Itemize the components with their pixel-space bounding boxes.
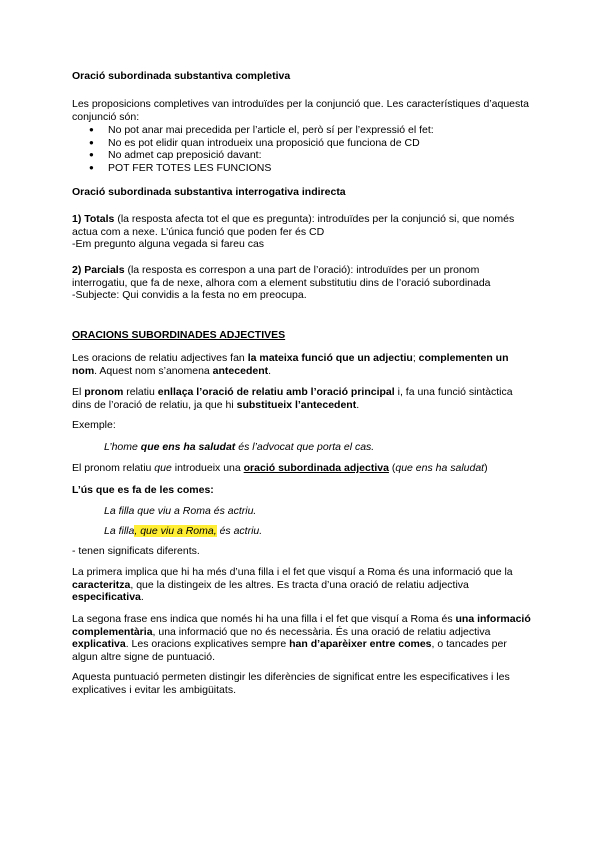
section-title-interrogativa: Oració subordinada substantiva interrogativa indirecta [72, 186, 346, 198]
bold-run: enllaça l’oració de relatiu amb l’oració principal [157, 386, 395, 398]
text-run: ) [484, 462, 488, 474]
totals-paragraph [72, 213, 532, 251]
text-run: Les oracions de relatiu adjectives fan [72, 352, 248, 364]
text-run: La segona frase ens indica que només hi ha una filla i el fet que visquí a Roma és [72, 613, 456, 625]
completiva-bullet-list [72, 124, 532, 174]
text-run: El pronom relatiu [72, 462, 155, 474]
text-run: . [268, 364, 272, 377]
bold-run: especificativa [72, 591, 141, 603]
text-run: , o tancades per algun altre signe de puntuació. [72, 638, 507, 663]
text-run: . [356, 398, 360, 411]
text-run: introdueix una [171, 462, 244, 474]
section-title-completiva: Oració subordinada substantiva completiva [72, 70, 291, 82]
text-run: . Aquest nom s’anomena [94, 364, 213, 377]
example-sentence-2 [104, 525, 534, 538]
bold-run: complementen un nom [72, 352, 509, 377]
parcials-text: (la resposta es correspon a una part de l’oració): introduïdes per un pronom interrogatiu, que fa de nexe, alhora com a element substitutiu dins de l’oració subordinada [72, 264, 491, 289]
example-sentence [104, 441, 534, 454]
text-run: El [72, 386, 85, 398]
us-comes-title: L’ús que es fa de les comes: [72, 484, 214, 496]
totals-label: 1) Totals [72, 213, 115, 225]
text-run: La filla [104, 525, 135, 537]
adjectives-paragraph-1 [72, 352, 532, 377]
text-run: . [140, 591, 144, 603]
bold-underlined-run: oració subordinada adjectiva [243, 462, 389, 474]
bold-run: que ens ha saludat [140, 441, 236, 453]
highlighted-run: , que viu a Roma, [134, 525, 217, 537]
text-run: , una informació que no és necessària. És una oració de relatiu adjectiva [152, 625, 491, 638]
adjectives-paragraph-5 [72, 613, 532, 663]
parcials-example: -Subjecte: Qui convidis a la festa no em preocupa. [72, 289, 307, 301]
note-line: - tenen significats diferents. [72, 545, 200, 557]
list-item: ● No admet cap preposició davant: [72, 149, 532, 162]
bold-run: pronom [84, 386, 124, 398]
list-item: ● POT FER TOTES LES FUNCIONS [72, 162, 532, 175]
bold-run: explicativa [72, 638, 126, 650]
section-title-adjectives: ORACIONS SUBORDINADES ADJECTIVES [72, 329, 286, 341]
text-run: La primera implica que hi ha més d’una filla i el fet que visquí a Roma és una informació que la [72, 566, 513, 578]
totals-example: -Em pregunto alguna vegada si fareu cas [72, 238, 265, 250]
text-run: L’home [104, 441, 141, 453]
list-item: ● No pot anar mai precedida per l’article el, però sí per l’expressió el fet: [72, 124, 532, 137]
completiva-intro: Les proposicions completives van introduïdes per la conjunció que. Les característiques d’aquesta conjunció són: [72, 98, 530, 123]
adjectives-paragraph-6: Aquesta puntuació permeten distingir les diferències de significat entre les especificatives i les explicatives i evitar les ambigüitats. [72, 671, 510, 696]
bold-run: caracteritza [72, 578, 131, 591]
italic-run: que ens ha saludat [395, 462, 485, 474]
bold-run: antecedent [212, 364, 269, 377]
bold-run: una informació complementària [72, 613, 531, 638]
totals-text: (la resposta afecta tot el que es pregunta): introduïdes per la conjunció si, que només actua com a nexe. L’única funció que poden fer és CD [72, 213, 515, 238]
adjectives-paragraph-3 [72, 462, 532, 475]
exemple-label: Exemple: [72, 419, 116, 431]
text-run: ( [388, 462, 396, 474]
adjectives-paragraph-4 [72, 566, 532, 604]
parcials-label: 2) Parcials [72, 264, 125, 276]
adjectives-paragraph-2 [72, 386, 532, 411]
text-run: és actriu. [216, 525, 263, 537]
bold-run: la mateixa funció que un adjectiu [247, 352, 413, 364]
text-run: , que la distingeix de les altres. Es tracta d’una oració de relatiu adjectiva [130, 578, 469, 591]
list-item: ● No es pot elidir quan introdueix una proposició que funciona de CD [72, 137, 532, 150]
bold-run: han d’aparèixer entre comes [289, 638, 432, 650]
text-run: i, fa una funció sintàctica dins de l’oració de relatiu, ja que hi [72, 386, 513, 411]
italic-run: que [154, 462, 172, 474]
example-sentence-1: La filla que viu a Roma és actriu. [104, 505, 257, 517]
bold-run: substitueix l’antecedent [236, 398, 357, 411]
text-run: . Les oracions explicatives sempre [125, 638, 290, 650]
text-run: ; [412, 352, 419, 364]
text-run: relatiu [123, 386, 158, 398]
text-run: és l’advocat que porta el cas. [235, 441, 375, 453]
parcials-paragraph [72, 264, 532, 302]
